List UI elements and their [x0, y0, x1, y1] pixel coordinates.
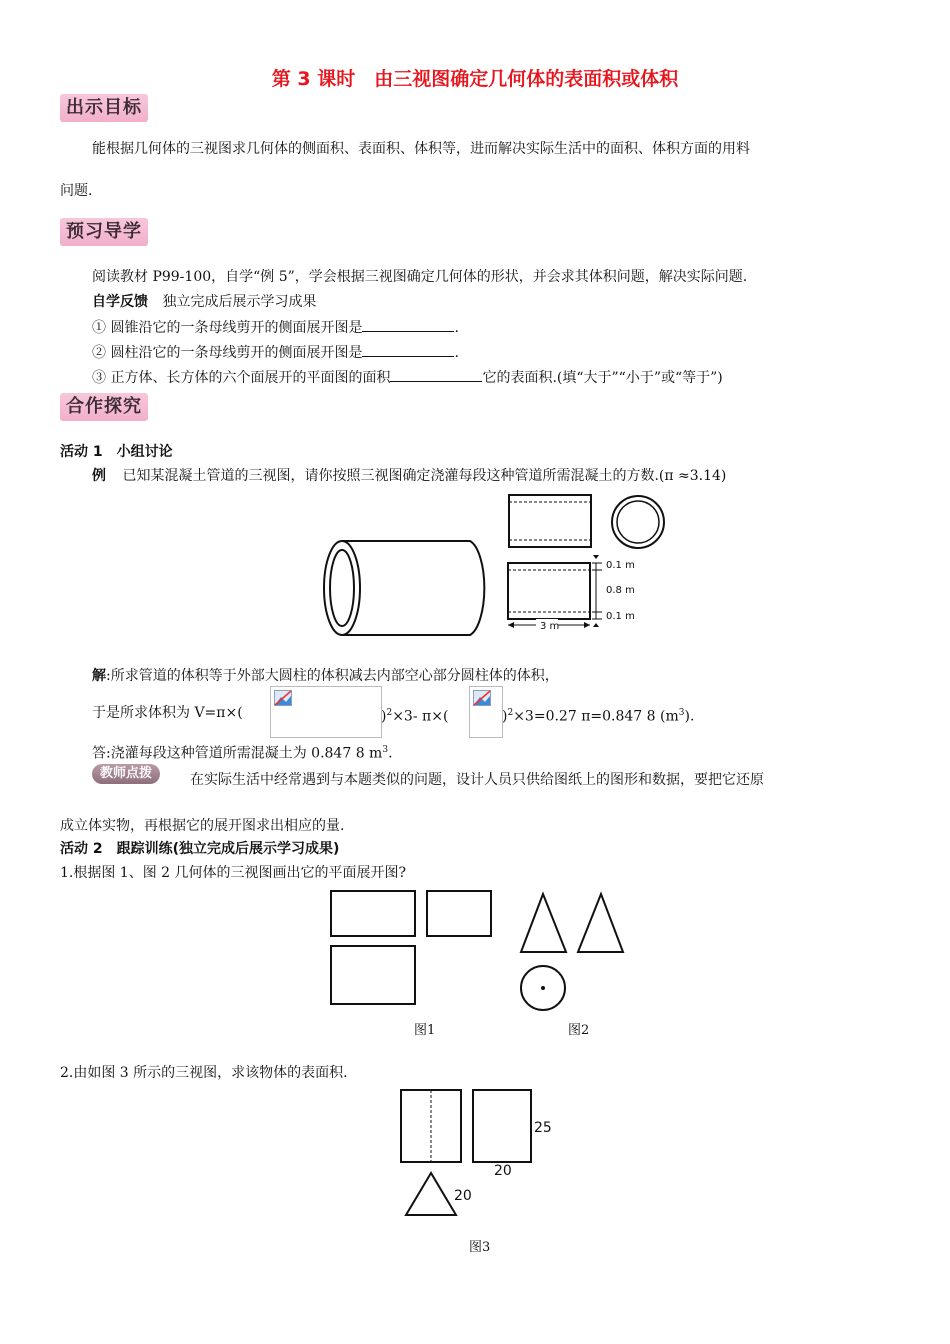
- figure-3: [398, 1087, 568, 1222]
- question-1: [92, 317, 459, 338]
- broken-image-1: [270, 686, 382, 738]
- answer-blank-2[interactable]: [362, 342, 454, 357]
- formula-exp-2: 2: [507, 708, 514, 718]
- figure-1: [328, 888, 498, 1008]
- goal-text-line-2: 问题.: [60, 183, 93, 199]
- solution-line: [92, 666, 559, 686]
- example-label: 例: [92, 468, 106, 484]
- formula-part-e: [502, 703, 694, 727]
- formula-part-a: 于是所求体积为 V=π×(: [92, 705, 243, 721]
- formula-result: ×3=0.27 π=0.847 8 (m: [513, 708, 679, 725]
- formula-paren-close-2: ): [502, 708, 508, 725]
- example-text: 已知某混凝土管道的三视图，请你按照三视图确定浇灌每段这种管道所需混凝土的方数.(π ≈3.14): [122, 468, 727, 484]
- teacher-tip-badge: 教师点拨: [92, 764, 160, 784]
- task-1-text: 1.根据图 1、图 2 几何体的三视图画出它的平面展开图?: [60, 865, 407, 881]
- solution-text: :所求管道的体积等于外部大圆柱的体积减去内部空心部分圆柱体的体积，: [106, 668, 559, 684]
- broken-image-icon: [473, 690, 491, 706]
- answer-blank-1[interactable]: [362, 317, 454, 332]
- formula-end: ).: [684, 708, 695, 725]
- formula-part-d: ×3- π×(: [392, 708, 449, 725]
- figure-1-caption: 图1: [414, 1023, 436, 1038]
- dim-bottom: 0.1 m: [606, 611, 635, 622]
- question-3: [92, 367, 723, 388]
- question-1-text: ① 圆锥沿它的一条母线剪开的侧面展开图是: [92, 320, 363, 336]
- dim-top: 0.1 m: [606, 560, 635, 571]
- feedback-line: [92, 292, 316, 312]
- activity-1-heading: 活动 1 小组讨论: [60, 444, 173, 460]
- question-3-text-b: 它的表面积.(填“大于”“小于”或“等于”): [482, 370, 723, 386]
- answer-end: .: [388, 745, 393, 762]
- solution-label: 解: [92, 668, 106, 684]
- example-line: [92, 466, 726, 486]
- section-badge-goal: 出示目标: [60, 94, 148, 122]
- answer-text: 答:浇灌每段这种管道所需混凝土为 0.847 8 m: [92, 745, 383, 762]
- dim-length: 3 m: [540, 621, 560, 632]
- teacher-tip-line-2: 成立体实物，再根据它的展开图求出相应的量.: [60, 818, 345, 834]
- question-3-text-a: ③ 正方体、长方体的六个面展开的平面图的面积: [92, 370, 391, 386]
- question-2: [92, 342, 459, 363]
- front-view: [506, 492, 596, 552]
- preview-text: 阅读教材 P99-100，自学“例 5”，学会根据三视图确定几何体的形状，并会求其体积问题，解决实际问题.: [92, 269, 748, 285]
- broken-image-icon: [274, 690, 292, 706]
- feedback-text: 独立完成后展示学习成果: [162, 294, 317, 310]
- dim-mid: 0.8 m: [606, 585, 635, 596]
- formula-part-b: [381, 703, 448, 727]
- figure-3-triangle-label: 20: [454, 1188, 472, 1204]
- question-2-text: ② 圆柱沿它的一条母线剪开的侧面展开图是: [92, 345, 363, 361]
- pipe-inner-end: [330, 550, 354, 626]
- formula-unit-exp: 3: [678, 708, 685, 718]
- answer-unit-exp: 3: [382, 745, 389, 755]
- activity-2-heading: 活动 2 跟踪训练(独立完成后展示学习成果): [60, 841, 340, 857]
- figure-2: [516, 888, 631, 1013]
- teacher-tip-line-1: 在实际生活中经常遇到与本题类似的问题，设计人员只供给图纸上的图形和数据，要把它还原: [190, 772, 764, 788]
- goal-text-line-1: 能根据几何体的三视图求几何体的侧面积、表面积、体积等，进而解决实际生活中的面积、体积方面的用料: [92, 141, 750, 157]
- figure-2-caption: 图2: [568, 1023, 590, 1038]
- figure-3-height-label: 25: [534, 1120, 552, 1136]
- top-view: [504, 555, 654, 633]
- section-badge-preview: 预习导学: [60, 218, 148, 246]
- side-view: [608, 492, 668, 552]
- question-2-period: .: [454, 345, 459, 361]
- figure-3-caption: 图3: [469, 1240, 491, 1255]
- task-2-text: 2.由如图 3 所示的三视图，求该物体的表面积.: [60, 1065, 348, 1081]
- section-badge-coop: 合作探究: [60, 393, 148, 421]
- figure-3-width-label: 20: [494, 1163, 512, 1179]
- answer-blank-3[interactable]: [390, 367, 482, 382]
- feedback-label: 自学反馈: [92, 294, 148, 310]
- pipe-body: [342, 541, 484, 635]
- formula-paren-close: ): [381, 708, 387, 725]
- formula-exp-1: 2: [386, 708, 393, 718]
- page-title: 第 3 课时 由三视图确定几何体的表面积或体积: [271, 68, 679, 90]
- pipe-drawing: [320, 535, 490, 640]
- broken-image-2: [469, 686, 503, 738]
- question-1-period: .: [454, 320, 459, 336]
- answer-line: [92, 740, 393, 764]
